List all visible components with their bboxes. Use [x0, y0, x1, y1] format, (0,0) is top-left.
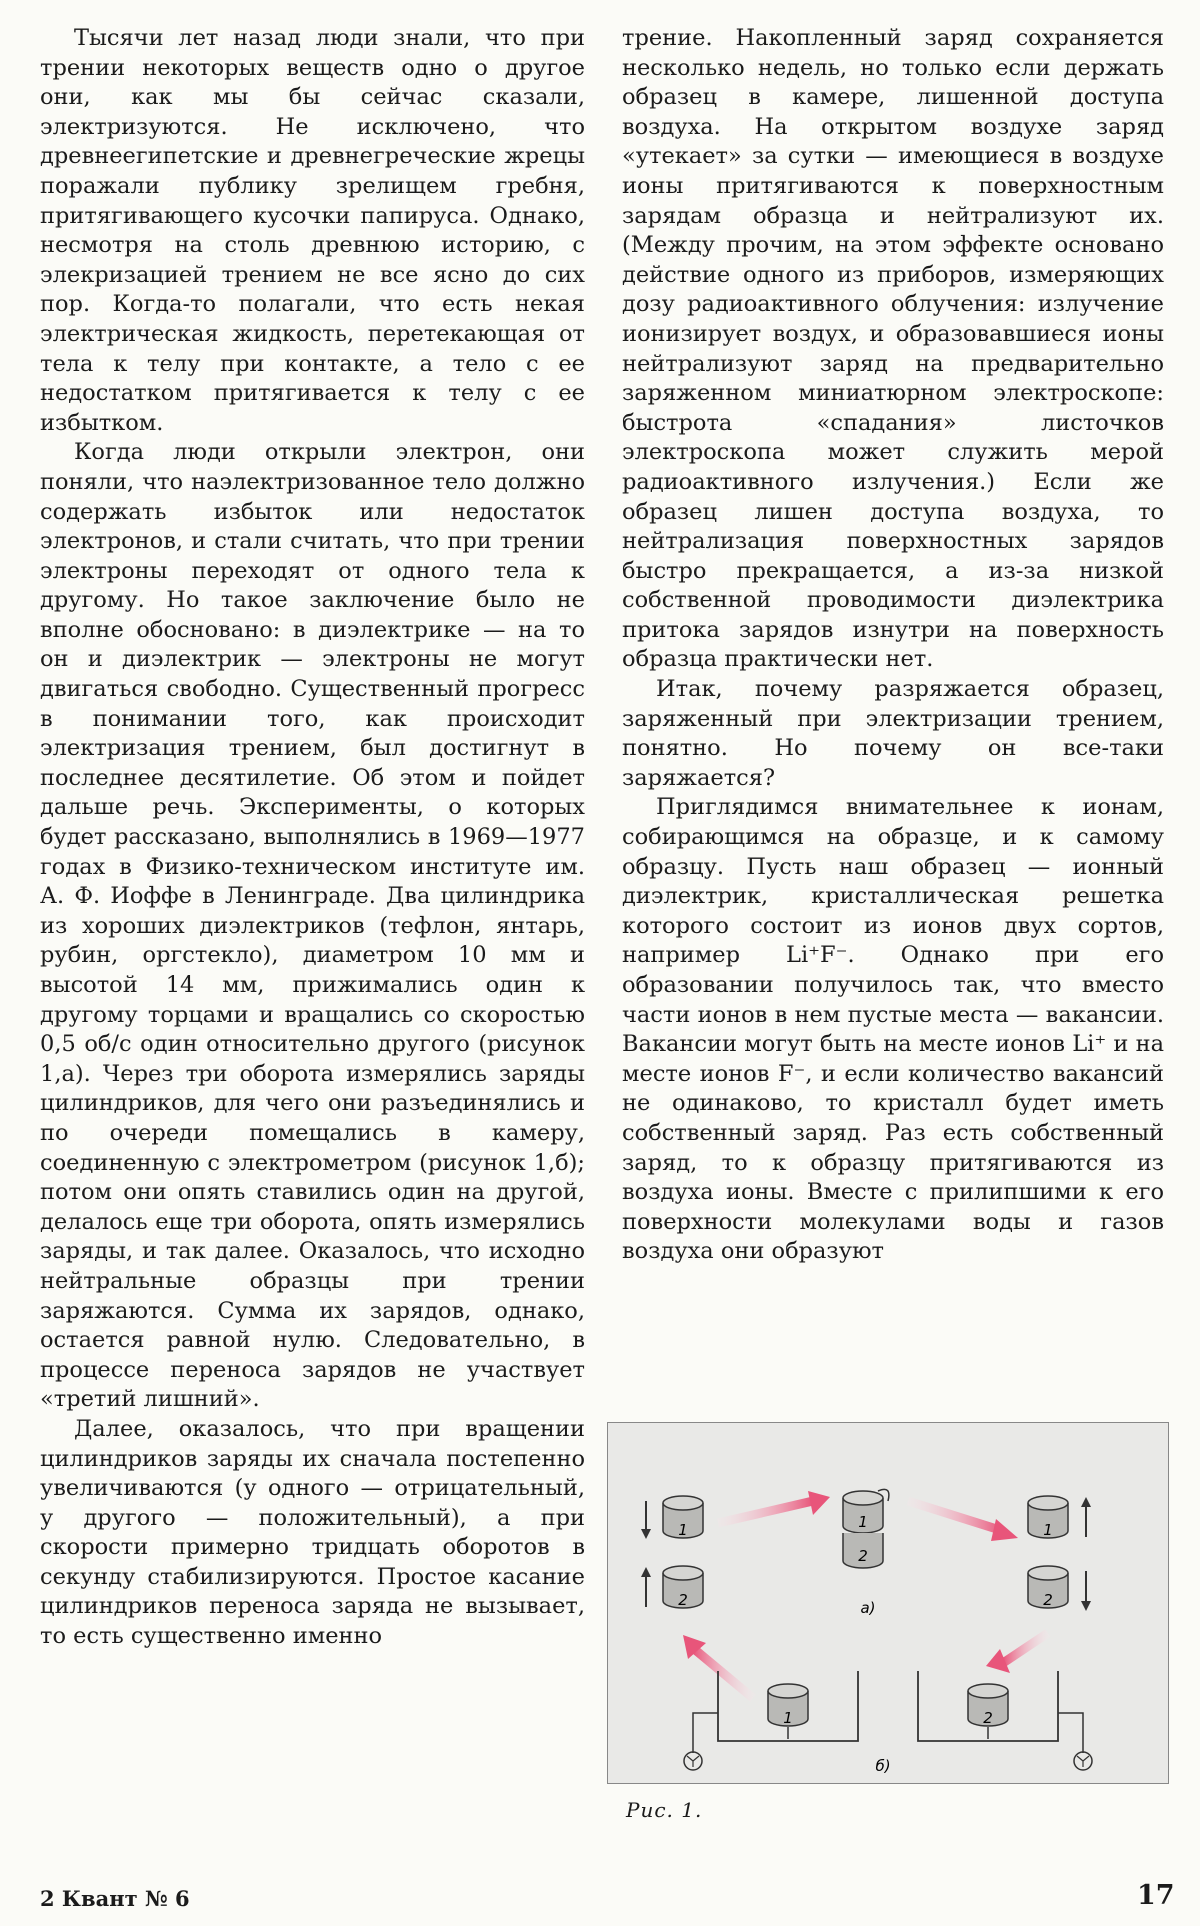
- right-column: [622, 24, 1164, 1267]
- cylinder-number: 2: [983, 1709, 993, 1727]
- figure-1: [607, 1422, 1169, 1784]
- flow-arrow-icon: [986, 1633, 1048, 1673]
- label-b: б): [875, 1757, 891, 1775]
- page-number: 17: [1137, 1880, 1175, 1911]
- arrow-up-icon: [1081, 1497, 1091, 1537]
- cylinder-1-right: [1028, 1496, 1068, 1539]
- figure-diagram: [608, 1423, 1168, 1783]
- cylinder-number: 2: [1043, 1591, 1053, 1609]
- cylinder-number: 2: [678, 1591, 688, 1609]
- paragraph: Тысячи лет назад люди знали, что при трении некоторых веществ одно о другое они, как мы бы сейчас сказали, электризуются. Не исключено, что древнеегипетские и древнегреческие жрецы поражали публику зрелищем гребня, притягивающего кусочки папируса. Однако, несмотря на столь древнюю историю, с элекризацией трением не все ясно до сих пор. Когда-то полагали, что есть некая электрическая жидкость, перетекающая от тела к телу при контакте, а тело с ее недостатком притягивается к телу с ее избытком.: [40, 25, 585, 436]
- cylinder-number: 2: [858, 1547, 868, 1565]
- figure-caption: Рис. 1.: [626, 1798, 703, 1822]
- paragraph: Приглядимся внимательнее к ионам, собирающимся на образце, и к самому образцу. Пусть наш образец — ионный диэлектрик, кристаллическая решетка которого состоит из ионов двух сортов, например Li⁺F⁻. Однако при его образовании получилось так, что вместо части ионов в нем пустые места — вакансии. Вакансии могут быть на месте ионов Li⁺ и на месте ионов F⁻, и если количество вакансий не одинаково, то кристалл будет иметь собственный заряд. Раз есть собственный заряд, то к образцу притягиваются из воздуха ионы. Вместе с прилипшими к его поверхности молекулами воды и газов воздуха они образуют: [622, 794, 1164, 1265]
- paragraph: трение. Накопленный заряд сохраняется несколько недель, но только если держать образец в камере, лишенной доступа воздуха. На открытом воздухе заряд «утекает» за сутки — имеющиеся в воздухе ионы притягиваются к поверхностным зарядам образца и нейтрализуют их. (Между прочим, на этом эффекте основано действие одного из приборов, измеряющих дозу радиоактивного облучения: излучение ионизирует воздух, и образовавшиеся ионы нейтрализуют заряд на предварительно заряженном миниатюрном электроскопе: быстрота «спадания» листочков электроскопа может служить мерой радиоактивного излучения.) Если же образец лишен доступа воздуха, то нейтрализация поверхностных зарядов быстро прекращается, а из-за низкой собственной проводимости диэлектрика притока зарядов изнутри на поверхность образца практически нет.: [622, 25, 1164, 673]
- paragraph: Далее, оказалось, что при вращении цилиндриков заряды их сначала постепенно увеличиваются (у одного — отрицательный, у другого — положительный), а при скорости примерно тридцать оборотов в секунду стабилизируются. Простое касание цилиндриков переноса заряда не вызывает, то есть существенно именно: [40, 1415, 585, 1650]
- arrow-up-icon: [641, 1567, 651, 1607]
- arrow-down-icon: [641, 1501, 651, 1539]
- electrometer-chamber-2: [918, 1671, 1092, 1770]
- cylinder-number: 1: [858, 1513, 868, 1531]
- label-a: а): [860, 1599, 876, 1617]
- flow-arrow-icon: [718, 1491, 830, 1523]
- paragraph: Итак, почему разряжается образец, заряженный при электризации трением, понятно. Но почему он все-таки заряжается?: [622, 676, 1164, 791]
- flow-arrow-icon: [908, 1501, 1018, 1541]
- left-column: [40, 24, 585, 1652]
- arrow-down-icon: [1081, 1571, 1091, 1611]
- cylinder-2-right: [1028, 1566, 1068, 1609]
- cylinder-number: 1: [1043, 1521, 1053, 1539]
- electrometer-chamber-1: [684, 1671, 858, 1770]
- cylinder-1-left: [663, 1496, 703, 1539]
- cylinder-number: 1: [783, 1709, 793, 1727]
- cylinder-stack-center: [843, 1489, 889, 1568]
- cylinder-number: 1: [678, 1521, 688, 1539]
- paragraph: Когда люди открыли электрон, они поняли, что наэлектризованное тело должно содержать избыток или недостаток электронов, и стали считать, что при трении электроны переходят от одного тела к другому. Но такое заключение было не вполне обосновано: в диэлектрике — на то он и диэлектрик — электроны не могут двигаться свободно. Существенный прогресс в понимании того, как происходит электризация трением, был достигнут в последнее десятилетие. Об этом и пойдет дальше речь. Эксперименты, о которых будет рассказано, выполнялись в 1969—1977 годах в Физико-техническом институте им. А. Ф. Иоффе в Ленинграде. Два цилиндрика из хороших диэлектриков (тефлон, янтарь, рубин, оргстекло), диаметром 10 мм и высотой 14 мм, прижимались один к другому торцами и вращались со скоростью 0,5 об/с один относительно другого (рисунок 1,а). Через три оборота измерялись заряды цилиндриков, для чего они разъединялись и по очереди помещались в камеру, соединенную с электрометром (рисунок 1,б); потом они опять ставились один на другой, делалось еще три оборота, опять измерялись заряды, и так далее. Оказалось, что исходно нейтральные образцы при трении заряжаются. Сумма их зарядов, однако, остается равной нулю. Следовательно, в процессе переноса зарядов не участвует «третий лишний».: [40, 439, 585, 1413]
- cylinder-2-left: [663, 1566, 703, 1609]
- footer-signature: 2 Квант № 6: [40, 1886, 190, 1911]
